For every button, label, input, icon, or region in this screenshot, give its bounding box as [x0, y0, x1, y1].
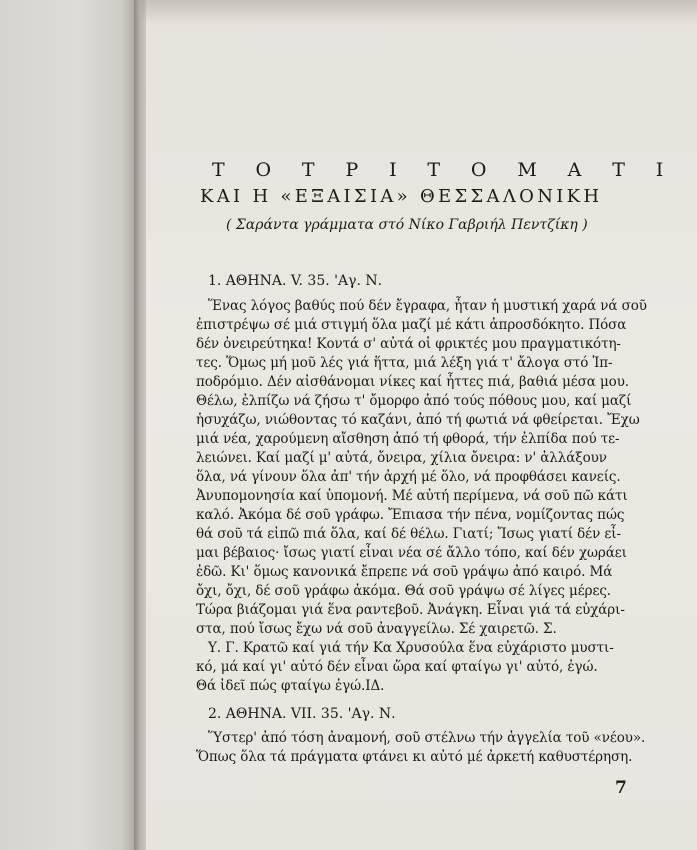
- letter-1-line: μιά νέα, χαρούμενη αἴσθηση ἀπό τή φθορά, τήν ἐλπίδα πού τε-: [196, 431, 620, 447]
- letter-1-line: δέν ὀνειρεύτηκα! Κοντά σ' αὐτά οἱ φρικτές μου πραγματικότη-: [196, 336, 621, 352]
- title-line-2: ΚΑΙ Η «ΕΞΑΙΣΙΑ» ΘΕΣΣΑΛΟΝΙΚΗ: [200, 186, 603, 207]
- letter-1-line: Ἀνυπομονησία καί ὑπομονή. Μέ αὐτή περίμενα, νά σοῦ πῶ κάτι: [196, 488, 628, 504]
- postscript-line: Υ. Γ. Κρατῶ καί γιά τήν Κα Χρυσούλα ἕνα εὐχάριστο μυστι-: [208, 640, 614, 656]
- letter-1-line: ὄχι, ὄχι, δέ σοῦ γράφω ἀκόμα. Θά σοῦ γράψω σέ λίγες μέρες.: [196, 583, 611, 599]
- letter-1-line: ὅλα, νά γίνουν ὅλα ἀπ' τήν ἀρχή μέ ὅλο, νά προφθάσει κανείς.: [196, 469, 621, 485]
- title-line-1: Τ Ο Τ Ρ Ι Τ Ο Μ Α Τ Ι: [212, 159, 676, 181]
- letter-1-heading: 1. ΑΘΗΝΑ. V. 35. 'Αγ. Ν.: [208, 273, 383, 289]
- letter-2-line: Ὕστερ' ἀπό τόση ἀναμονή, σοῦ στέλνω τήν ἀγγελία τοῦ «νέου».: [208, 730, 646, 746]
- letter-1-line: ἐδῶ. Κι' ὅμως κανονικά ἔπρεπε νά σοῦ γράψω ἀπό καιρό. Μά: [196, 564, 613, 580]
- letter-1-line: θά σοῦ τά εἰπῶ πιά ὅλα, καί δέ θέλω. Γιατί; Ἴσως γιατί δέν εἶ-: [196, 526, 621, 542]
- letter-1-line: στα, πού ἴσως ἔχω νά σοῦ ἀναγγείλω. Σέ χαιρετῶ. Σ.: [196, 621, 557, 637]
- letter-1-line: τες. Ὅμως μή μοῦ λές γιά ἥττα, μιά λέξη γιά τ' ἄλογα στό Ἱπ-: [196, 355, 613, 371]
- page-shadow: [140, 0, 697, 24]
- subtitle: ( Σαράντα γράμματα στό Νίκο Γαβριήλ Πεντζίκη ): [226, 217, 588, 233]
- page-number: 7: [615, 778, 627, 798]
- letter-1-line: Ἕνας λόγος βαθύς πού δέν ἔγραφα, ἦταν ἡ μυστική χαρά νά σοῦ: [208, 298, 647, 314]
- letter-1-line: μαι βέβαιος· ἴσως γιατί εἶναι νέα σέ ἄλλο τόπο, καί δέν χωράει: [196, 545, 627, 561]
- letter-2-heading: 2. ΑΘΗΝΑ. VII. 35. 'Αγ. Ν.: [208, 706, 396, 722]
- left-page: [0, 0, 138, 850]
- letter-1-line: καλό. Ἀκόμα δέ σοῦ γράφω. Ἔπιασα τήν πένα, νομίζοντας πώς: [196, 507, 625, 523]
- letter-1-line: ἡσυχάζω, νιώθοντας τό καζάνι, ἀπό τή φωτιά νά φθείρεται. Ἔχω: [196, 412, 640, 428]
- letter-1-line: λειώνει. Καί μαζί μ' αὐτά, ὄνειρα, χίλια ὄνειρα: ν' ἀλλάξουν: [196, 450, 607, 466]
- letter-1-line: ἐπιστρέψω σέ μιά στιγμή ὅλα μαζί μέ κάτι ἀπροσδόκητο. Πόσα: [196, 317, 627, 333]
- postscript-line: Θά ἰδεῖ πώς φταίγω ἐγώ.ΙΔ.: [196, 678, 385, 694]
- letter-1-line: Τώρα βιάζομαι γιά ἕνα ραντεβοῦ. Ἀνάγκη. Εἶναι γιά τά εὐχάρι-: [196, 602, 625, 618]
- letter-2-line: Ὅπως ὅλα τά πράγματα φτάνει κι αὐτό μέ ἀρκετή καθυστέρηση.: [196, 749, 633, 765]
- postscript-line: κό, μά καί γι' αὐτό δέν εἶναι ὥρα καί φταίγω γι' αὐτό, ἐγώ.: [196, 659, 598, 675]
- letter-1-line: Θέλω, ἐλπίζω νά ζήσω τ' ὄμορφο ἀπό τούς πόθους μου, καί μαζί: [196, 393, 632, 409]
- letter-1-line: ποδρόμιο. Δέν αἰσθάνομαι νίκες καί ἧττες πιά, βαθιά μέσα μου.: [196, 374, 629, 390]
